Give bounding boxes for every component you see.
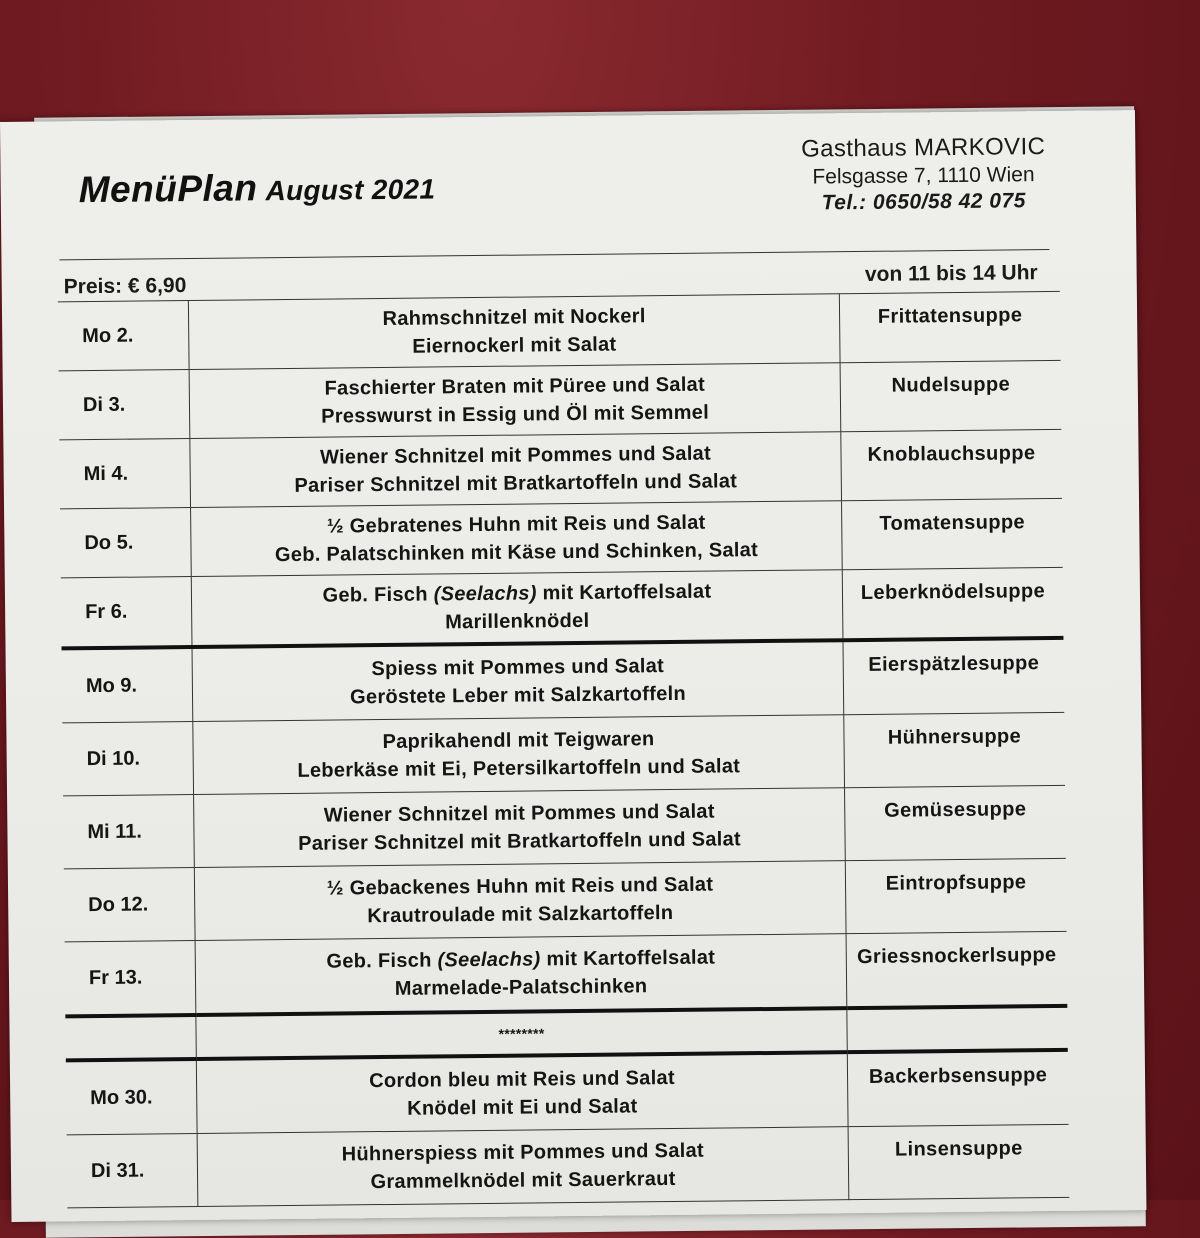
table-row [64,858,1067,941]
separator-soup-cell [847,1006,1068,1052]
soup-cell: Eintropfsuppe [845,858,1066,933]
dishes-cell [193,715,845,795]
dish-alt: Leberkäse mit Ei, Petersilkartoffeln und Salat [297,755,741,782]
menu-sheet [0,110,1146,1222]
company-phone: Tel.: 0650/58 42 075 [821,189,1026,215]
soup-cell: Tomatensuppe [842,498,1063,569]
dish-alt: Grammelknödel mit Sauerkraut [370,1167,676,1194]
separator-text: ******** [196,1008,847,1059]
day-cell: Mo 9. [62,647,193,723]
table-row [63,785,1066,868]
day-cell: Mo 2. [58,301,189,371]
day-cell: Do 12. [64,868,195,942]
table-row [58,291,1061,370]
soup-cell: Frittatensuppe [839,291,1060,362]
dishes-cell [190,432,842,508]
dishes-cell [188,294,840,370]
dishes-cell [191,501,843,577]
day-cell: Mi 11. [63,795,194,869]
dish-main: ½ Gebackenes Huhn mit Reis und Salat [326,873,714,900]
dish-main: Hühnerspiess mit Pommes und Salat [341,1139,705,1166]
dishes-cell [196,1052,848,1133]
soup-cell: Eierspätzlesuppe [843,638,1064,715]
soup-cell: Backerbsensuppe [847,1050,1068,1127]
dishes-cell [191,570,843,647]
table-row [59,429,1062,508]
dish-fish-type: (Seelachs) [433,582,537,606]
title-text: MenüPlan [78,167,258,211]
dishes-cell [195,934,847,1015]
table-row [65,931,1068,1016]
dish-main: ½ Gebratenes Huhn mit Reis und Salat [326,511,706,538]
soup-cell: Knoblauchsuppe [841,429,1062,500]
dish-main: Cordon bleu mit Reis und Salat [369,1066,676,1093]
dish-alt: Geb. Palatschinken mit Käse und Schinken, Salat [274,539,759,567]
dish-main: Rahmschnitzel mit Nockerl [382,305,646,331]
table-row [59,360,1062,439]
table-row [67,1124,1070,1207]
dish-main-part: mit Kartoffelsalat [540,946,716,971]
hours-text: von 11 bis 14 Uhr [864,261,1038,286]
soup-cell: Gemüsesuppe [845,785,1066,860]
day-cell: Di 3. [59,370,190,440]
company-name: Gasthaus MARKOVIC [800,133,1046,163]
day-cell: Mo 30. [66,1059,197,1135]
dishes-cell [197,1127,849,1207]
table-row [60,498,1063,577]
dishes-cell [192,640,844,721]
day-cell: Mi 4. [59,439,190,509]
dish-main: Wiener Schnitzel mit Pommes und Salat [319,442,712,469]
soup-cell: Nudelsuppe [840,360,1061,431]
menu-header [0,110,1136,262]
day-cell: Di 31. [67,1133,198,1207]
dish-alt: Marmelade-Palatschinken [394,975,648,1000]
dish-main-part: Geb. Fisch [326,949,438,973]
table-row [66,1050,1069,1135]
soup-cell: Griessnockerlsuppe [846,931,1067,1008]
dish-main: Wiener Schnitzel mit Pommes und Salat [323,800,715,827]
menu-title [78,165,435,211]
dish-main: Faschierter Braten mit Püree und Salat [324,373,706,400]
company-address: Felsgasse 7, 1110 Wien [812,163,1035,189]
dish-alt: Presswurst in Essig und Öl mit Semmel [321,401,710,428]
dish-main: Paprikahendl mit Teigwaren [382,728,655,754]
dish-fish-type: (Seelachs) [437,948,541,972]
day-cell: Fr 6. [61,577,192,649]
dish-alt: Eiernockerl mit Salat [412,333,617,358]
company-info [801,133,1046,216]
month-text: August 2021 [265,173,436,207]
dish-alt: Knödel mit Ei und Salat [407,1095,638,1120]
dish-alt: Pariser Schnitzel mit Bratkartoffeln und Salat [294,470,738,497]
dish-alt: Marillenknödel [445,609,590,634]
dish-alt: Krautroulade mit Salzkartoffeln [367,901,674,928]
dish-main: Spiess mit Pommes und Salat [371,655,665,681]
dishes-cell [194,861,846,941]
price-text: Preis: € 6,90 [63,274,187,299]
separator-day-cell [65,1015,196,1060]
dish-main-part: Geb. Fisch [322,583,434,607]
menu-table [58,291,1069,1208]
day-cell: Di 10. [62,722,193,796]
dishes-cell [194,788,846,868]
day-cell: Fr 13. [65,941,196,1017]
soup-cell: Hühnersuppe [844,712,1065,787]
dish-main-part: mit Kartoffelsalat [536,580,712,605]
table-row [62,638,1065,723]
soup-cell: Leberknödelsuppe [842,567,1063,640]
table-row [61,567,1064,648]
soup-cell: Linsensuppe [848,1124,1069,1199]
table-row [62,712,1065,795]
dish-alt: Pariser Schnitzel mit Bratkartoffeln und Salat [298,828,742,855]
dishes-cell [189,363,841,439]
day-cell: Do 5. [60,508,191,578]
dish-alt: Geröstete Leber mit Salzkartoffeln [349,682,687,709]
